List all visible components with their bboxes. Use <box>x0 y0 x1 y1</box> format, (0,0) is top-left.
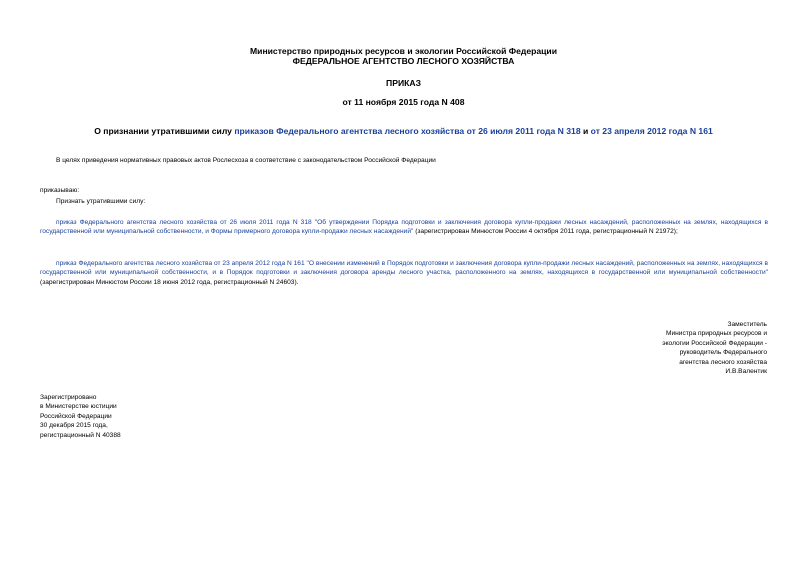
preamble: В целях приведения нормативных правовых актов Рослесхоза в соответствие с законодательством Российской Федерации <box>56 157 436 164</box>
doc-date-number: от 11 ноября 2015 года N 408 <box>342 97 465 107</box>
registration-line: регистрационный N 40388 <box>40 431 121 439</box>
agency-name: ФЕДЕРАЛЬНОЕ АГЕНТСТВО ЛЕСНОГО ХОЗЯЙСТВА <box>292 56 515 66</box>
registration-line: Зарегистрировано <box>40 394 97 401</box>
item-intro: Признать утратившими силу: <box>56 198 146 205</box>
item-1-rest: (зарегистрирован Минюстом России 4 октября 2011 года, регистрационный N 21972); <box>413 228 678 236</box>
signer-name: И.В.Валентик <box>725 368 767 376</box>
item-1 <box>40 218 768 237</box>
title-link-318[interactable]: приказов Федерального агентства лесного хозяйства от 26 июля 2011 года N 318 <box>234 126 581 136</box>
signature-line: руководитель Федерального <box>679 349 767 357</box>
order-word: приказываю: <box>40 187 80 194</box>
signature-line: Заместитель <box>727 321 767 328</box>
doc-type: ПРИКАЗ <box>386 78 421 88</box>
doc-title <box>60 126 747 137</box>
registration-block <box>40 393 121 440</box>
signature-line: экологии Российской Федерации - <box>662 339 767 347</box>
item-2-rest: (зарегистрирован Минюстом России 18 июня 2012 года, регистрационный N 24603). <box>40 278 299 286</box>
ministry-name: Министерство природных ресурсов и экологии Российской Федерации <box>250 46 557 56</box>
signature-block <box>617 320 767 376</box>
title-prefix: О признании утратившими силу <box>94 126 235 136</box>
signature-line: агентства лесного хозяйства <box>679 358 767 366</box>
registration-line: Российской Федерации <box>40 412 112 420</box>
registration-line: в Министерстве юстиции <box>40 403 117 411</box>
item-2 <box>40 259 768 287</box>
signature-line: Министра природных ресурсов и <box>665 330 767 338</box>
item-1-link[interactable]: приказ Федерального агентства лесного хозяйства от 26 июля 2011 года N 318 "Об утверждении Порядка подготовки и заключения договора купли-продажи лесных насаждений, расположенных на землях, находящихся в государственной или муниципальной собственности, и Формы примерного договора купли-продажи лесных насаждений" <box>40 219 768 236</box>
item-2-link[interactable]: приказ Федерального агентства лесного хозяйства от 23 апреля 2012 года N 161 "О внесении изменений в Порядок подготовки и заключения договора купли-продажи лесных насаждений, расположенных на землях, находящихся в государственной или муниципальной собственности, и в Порядок подготовки и заключения договора аренды лесного участка, расположенного на землях, находящихся в государственной или муниципальной собственности" <box>40 260 768 277</box>
title-link-161[interactable]: от 23 апреля 2012 года N 161 <box>590 126 713 136</box>
registration-line: 30 декабря 2015 года, <box>40 422 108 430</box>
title-mid: и <box>580 126 591 136</box>
